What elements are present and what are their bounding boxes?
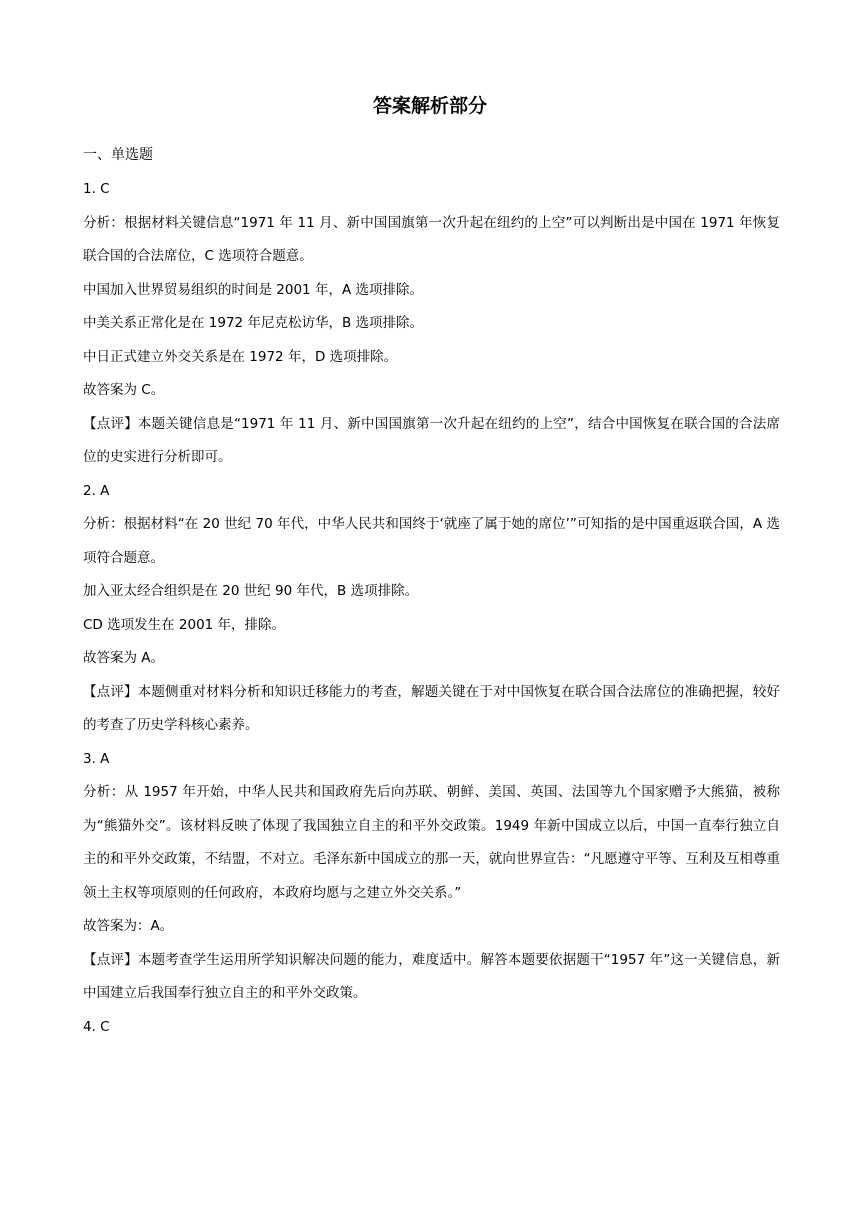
comment-paragraph: 【点评】本题考查学生运用所学知识解决问题的能力，难度适中。解答本题要依据题干“1957 年”这一关键信息，新中国建立后我国奉行独立自主的和平外交政策。	[83, 951, 780, 1001]
analysis-paragraph: 中美关系正常化是在 1972 年尼克松访华，B 选项排除。	[83, 315, 423, 331]
answer-line: 故答案为：A。	[83, 918, 174, 934]
answer-line: 故答案为 C。	[83, 382, 165, 398]
analysis-paragraph: 加入亚太经合组织是在 20 世纪 90 年代，B 选项排除。	[83, 583, 419, 599]
page-title: 答案解析部分	[372, 95, 487, 117]
answer-line: 故答案为 A。	[83, 650, 165, 666]
comment-paragraph: 【点评】本题关键信息是“1971 年 11 月、新中国国旗第一次升起在纽约的上空”，结合中国恢复在联合国的合法席位的史实进行分析即可。	[83, 415, 780, 465]
analysis-paragraph: 分析：从 1957 年开始，中华人民共和国政府先后向苏联、朝鲜、美国、英国、法国等九个国家赠予大熊猫，被称为“熊猫外交”。该材料反映了体现了我国独立自主的和平外交政策。1949 年新中国成立以后，中国一直奉行独立自主的和平外交政策，不结盟，不对立。毛泽东新中国成立的那一天，就向世界宣告：“凡愿遵守平等、互利及互相尊重领土主权等项原则的任何政府，本政府均愿与之建立外交关系。”	[83, 784, 780, 901]
question-number: 2. A	[83, 482, 110, 499]
section-heading: 一、单选题	[83, 147, 153, 163]
question-number: 3. A	[83, 750, 110, 767]
analysis-paragraph: 中日正式建立外交关系是在 1972 年，D 选项排除。	[83, 348, 398, 365]
analysis-paragraph: CD 选项发生在 2001 年，排除。	[83, 616, 286, 633]
answer-content	[83, 173, 780, 1044]
analysis-paragraph: 中国加入世界贸易组织的时间是 2001 年，A 选项排除。	[83, 281, 423, 298]
question-number: 1. C	[83, 181, 110, 197]
analysis-paragraph: 分析：根据材料关键信息“1971 年 11 月、新中国国旗第一次升起在纽约的上空”可以判断出是中国在 1971 年恢复联合国的合法席位，C 选项符合题意。	[83, 214, 780, 264]
comment-paragraph: 【点评】本题侧重对材料分析和知识迁移能力的考查，解题关键在于对中国恢复在联合国合法席位的准确把握，较好的考查了历史学科核心素养。	[83, 683, 780, 733]
analysis-paragraph: 分析：根据材料“在 20 世纪 70 年代，中华人民共和国终于‘就座了属于她的席位’”可知指的是中国重返联合国，A 选项符合题意。	[83, 516, 780, 566]
question-number: 4. C	[83, 1018, 110, 1035]
